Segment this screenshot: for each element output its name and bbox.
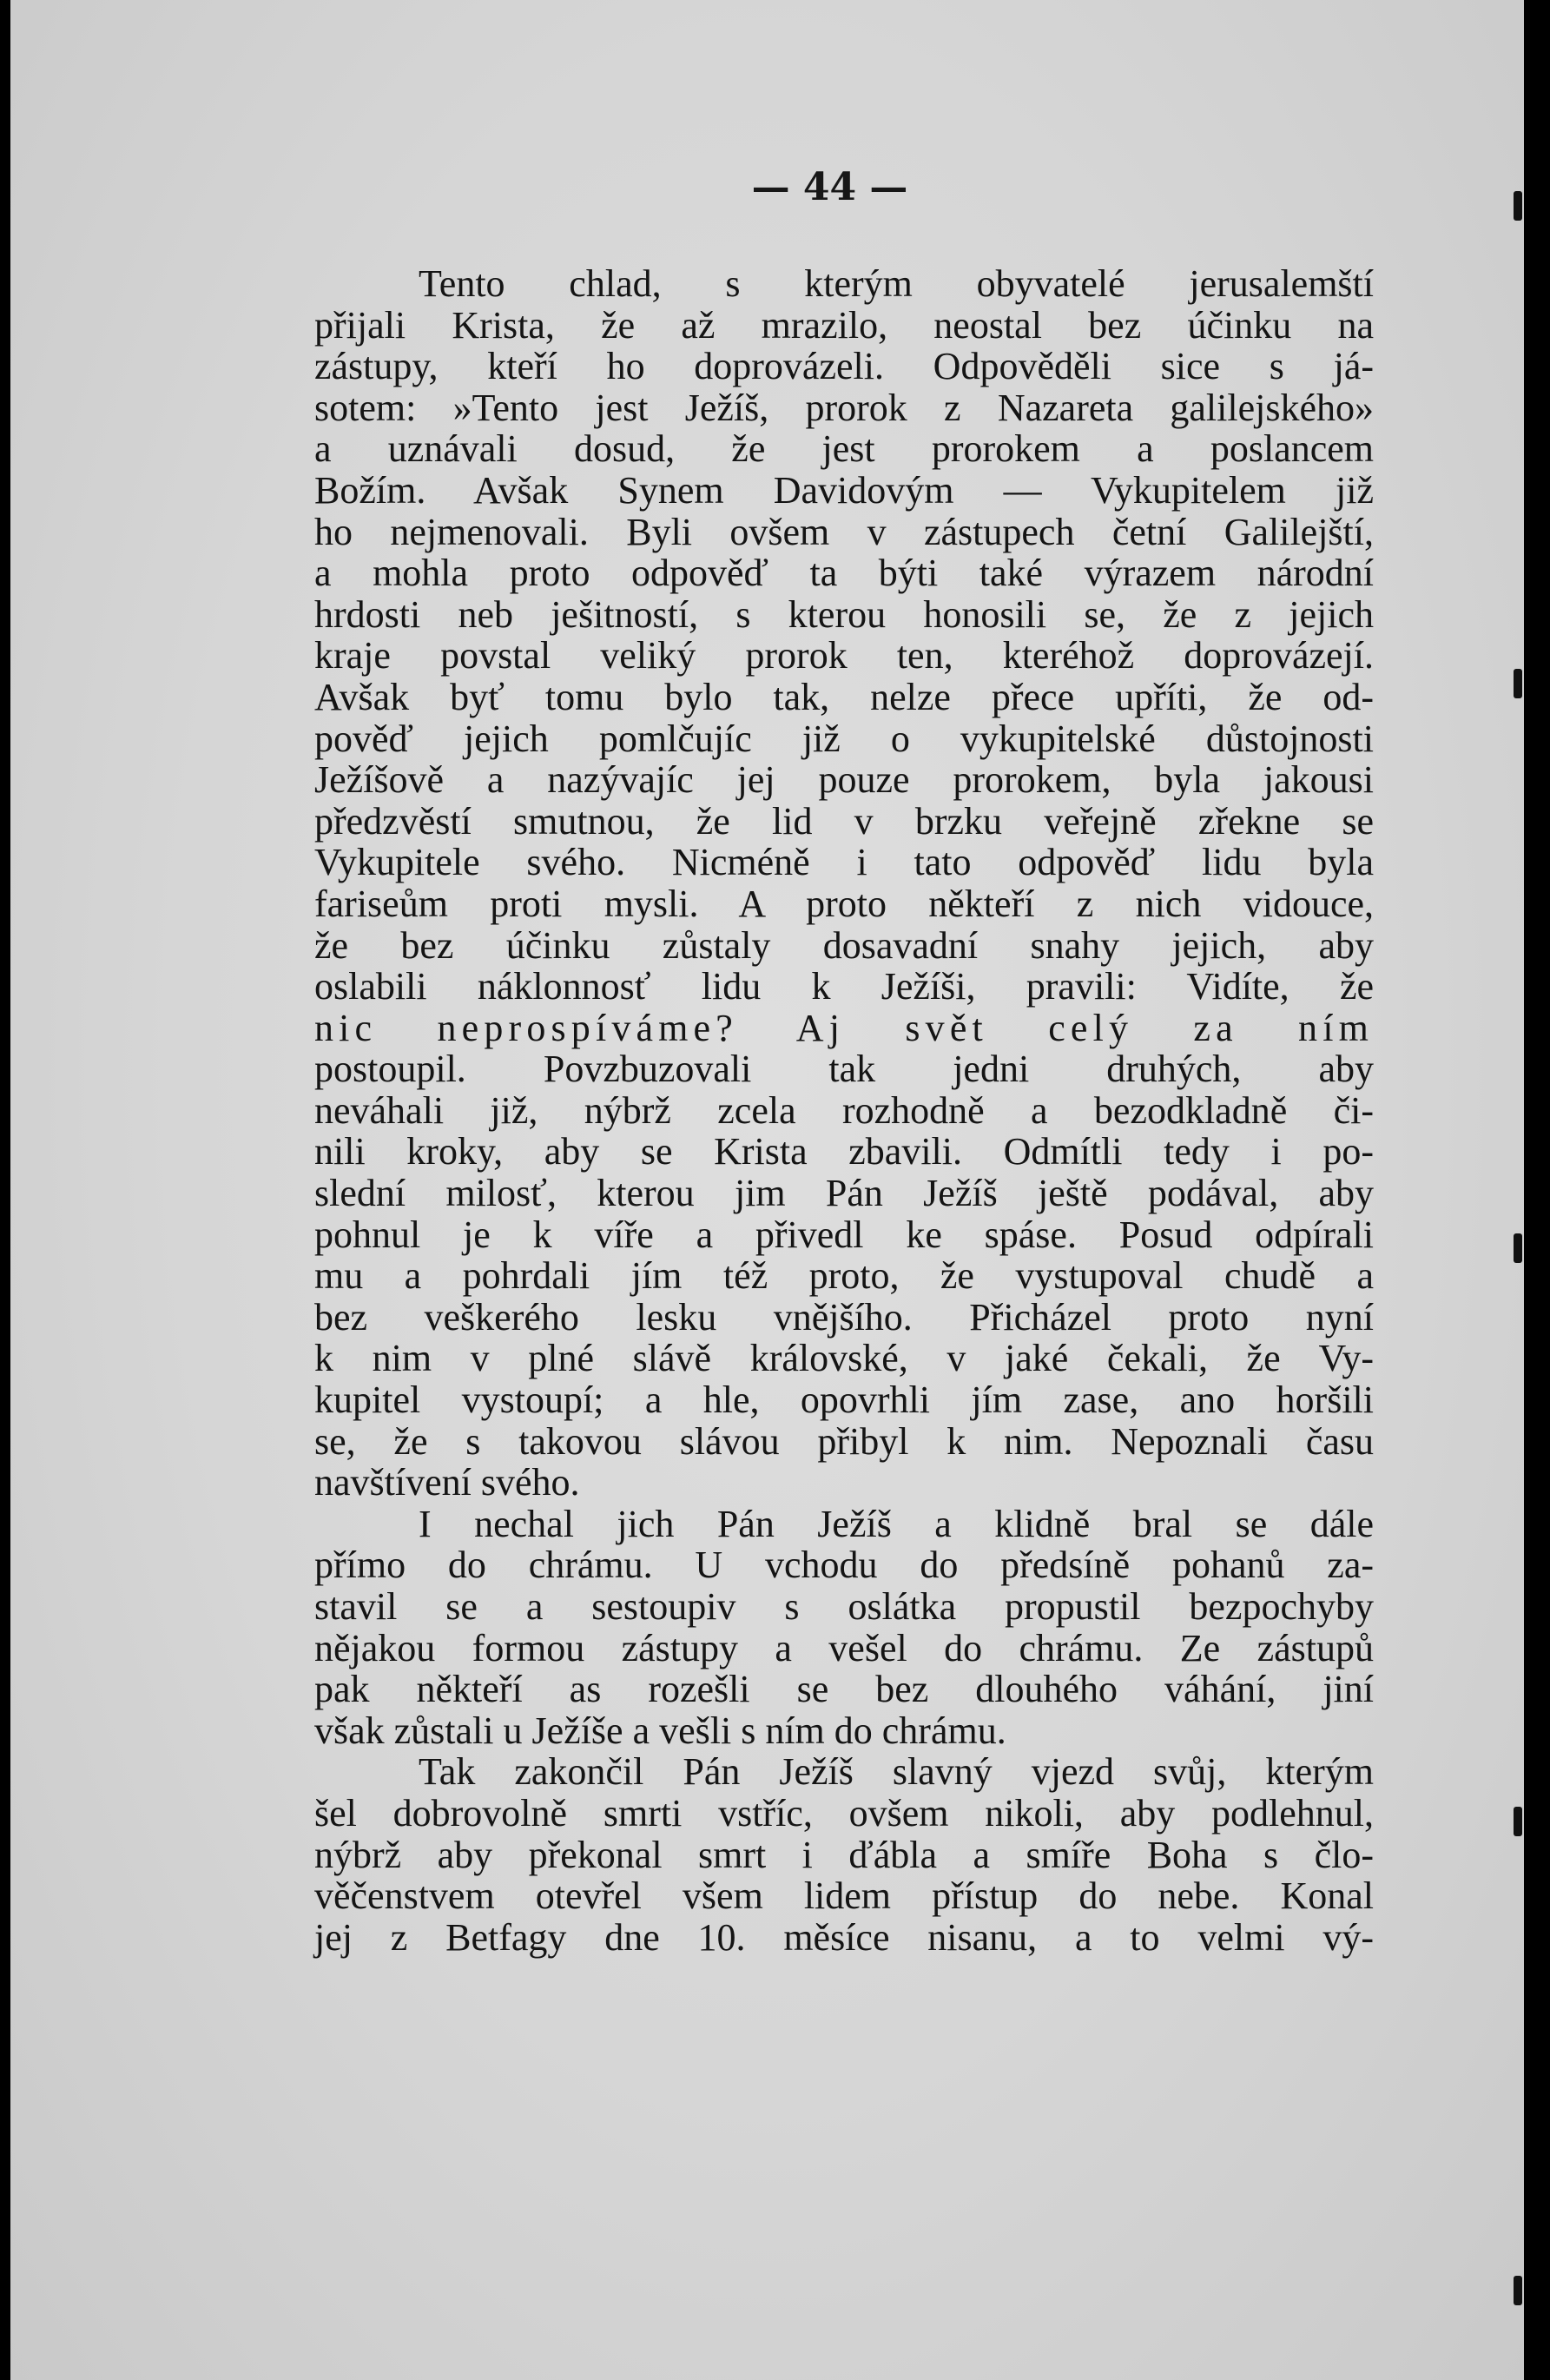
- scanned-book-page: [10, 0, 1524, 2380]
- text-line: předzvěstí smutnou, že lid v brzku veřejně zřekne se: [314, 799, 1374, 843]
- page-number: — 44 —: [751, 165, 908, 209]
- text-line: navštívení svého.: [314, 1461, 580, 1504]
- text-line: že bez účinku zůstaly dosavadní snahy jejich, aby: [314, 923, 1374, 967]
- binding-mark: [1514, 669, 1522, 698]
- text-line: fariseům proti mysli. A proto někteří z nich vidouce,: [314, 882, 1374, 925]
- text-line: přímo do chrámu. U vchodu do předsíně pohanů za-: [314, 1544, 1374, 1587]
- text-line: mu a pohrdali jím též proto, že vystupoval chudě a: [314, 1254, 1374, 1298]
- text-line: přijali Krista, že až mrazilo, neostal bez účinku na: [314, 303, 1374, 347]
- text-line: Vykupitele svého. Nicméně i tato odpověď lidu byla: [314, 841, 1374, 884]
- body-text: [314, 263, 1374, 1958]
- text-line: k nim v plné slávě královské, v jaké čekali, že Vy-: [314, 1337, 1374, 1380]
- text-line: Ježíšově a nazývajíc jej pouze prorokem, byla jakousi: [314, 758, 1374, 802]
- text-line: a uznávali dosud, že jest prorokem a poslancem: [314, 427, 1374, 471]
- text-line: hrdosti neb ješitností, s kterou honosili se, že z jejich: [314, 592, 1374, 636]
- text-line: Tento chlad, s kterým obyvatelé jerusalemští: [419, 262, 1374, 305]
- text-line: nili kroky, aby se Krista zbavili. Odmítli tedy i po-: [314, 1130, 1374, 1173]
- text-line: pověď jejich pomlčujíc již o vykupitelské důstojnosti: [314, 717, 1374, 760]
- text-line: bez veškerého lesku vnějšího. Přicházel proto nyní: [314, 1295, 1374, 1339]
- text-line: I nechal jich Pán Ježíš a klidně bral se dále: [419, 1502, 1374, 1545]
- text-line: ho nejmenovali. Byli ovšem v zástupech četní Galilejští,: [314, 510, 1374, 553]
- text-line: stavil se a sestoupiv s oslátka propustil bezpochyby: [314, 1585, 1374, 1628]
- text-line: nýbrž aby překonal smrt i ďábla a smíře Boha s člo-: [314, 1833, 1374, 1876]
- text-line: sotem: »Tento jest Ježíš, prorok z Nazareta galilejského»: [314, 386, 1374, 429]
- binding-mark: [1514, 2276, 1522, 2305]
- text-line: nějakou formou zástupy a vešel do chrámu. Ze zástupů: [314, 1626, 1374, 1669]
- text-line: a mohla proto odpověď ta býti také výrazem národní: [314, 552, 1374, 595]
- text-line: slední milosť, kterou jim Pán Ježíš ještě podával, aby: [314, 1172, 1374, 1215]
- text-line: oslabili náklonnosť lidu k Ježíši, pravili: Vidíte, že: [314, 965, 1374, 1008]
- text-line: neváhali již, nýbrž zcela rozhodně a bezodkladně či-: [314, 1088, 1374, 1132]
- text-line: Božím. Avšak Synem Davidovým — Vykupitelem již: [314, 468, 1374, 512]
- text-line: se, že s takovou slávou přibyl k nim. Nepoznali času: [314, 1419, 1374, 1463]
- text-line: nic neprospíváme? Aj svět celý za ním: [314, 1006, 1374, 1049]
- text-line: pak někteří as rozešli se bez dlouhého váhání, jiní: [314, 1668, 1374, 1711]
- text-line: pohnul je k víře a přivedl ke spáse. Posud odpírali: [314, 1213, 1374, 1256]
- binding-mark: [1514, 1233, 1522, 1263]
- text-line: jej z Betfagy dne 10. měsíce nisanu, a to velmi vý-: [314, 1915, 1374, 1959]
- text-line: Avšak byť tomu bylo tak, nelze přece upříti, že od-: [314, 675, 1374, 718]
- text-line: šel dobrovolně smrti vstříc, ovšem nikoli, aby podlehnul,: [314, 1791, 1374, 1835]
- text-line: zástupy, kteří ho doprovázeli. Odpověděli sice s já-: [314, 345, 1374, 388]
- text-line: postoupil. Povzbuzovali tak jedni druhých, aby: [314, 1048, 1374, 1091]
- binding-mark: [1514, 1807, 1522, 1836]
- text-line: Tak zakončil Pán Ježíš slavný vjezd svůj, kterým: [419, 1750, 1374, 1794]
- text-line: kraje povstal veliký prorok ten, kteréhož doprovázejí.: [314, 634, 1374, 678]
- text-line: kupitel vystoupí; a hle, opovrhli jím zase, ano horšili: [314, 1378, 1374, 1422]
- text-line: však zůstali u Ježíše a vešli s ním do chrámu.: [314, 1709, 1006, 1752]
- text-line: věčenstvem otevřel všem lidem přístup do nebe. Konal: [314, 1874, 1374, 1918]
